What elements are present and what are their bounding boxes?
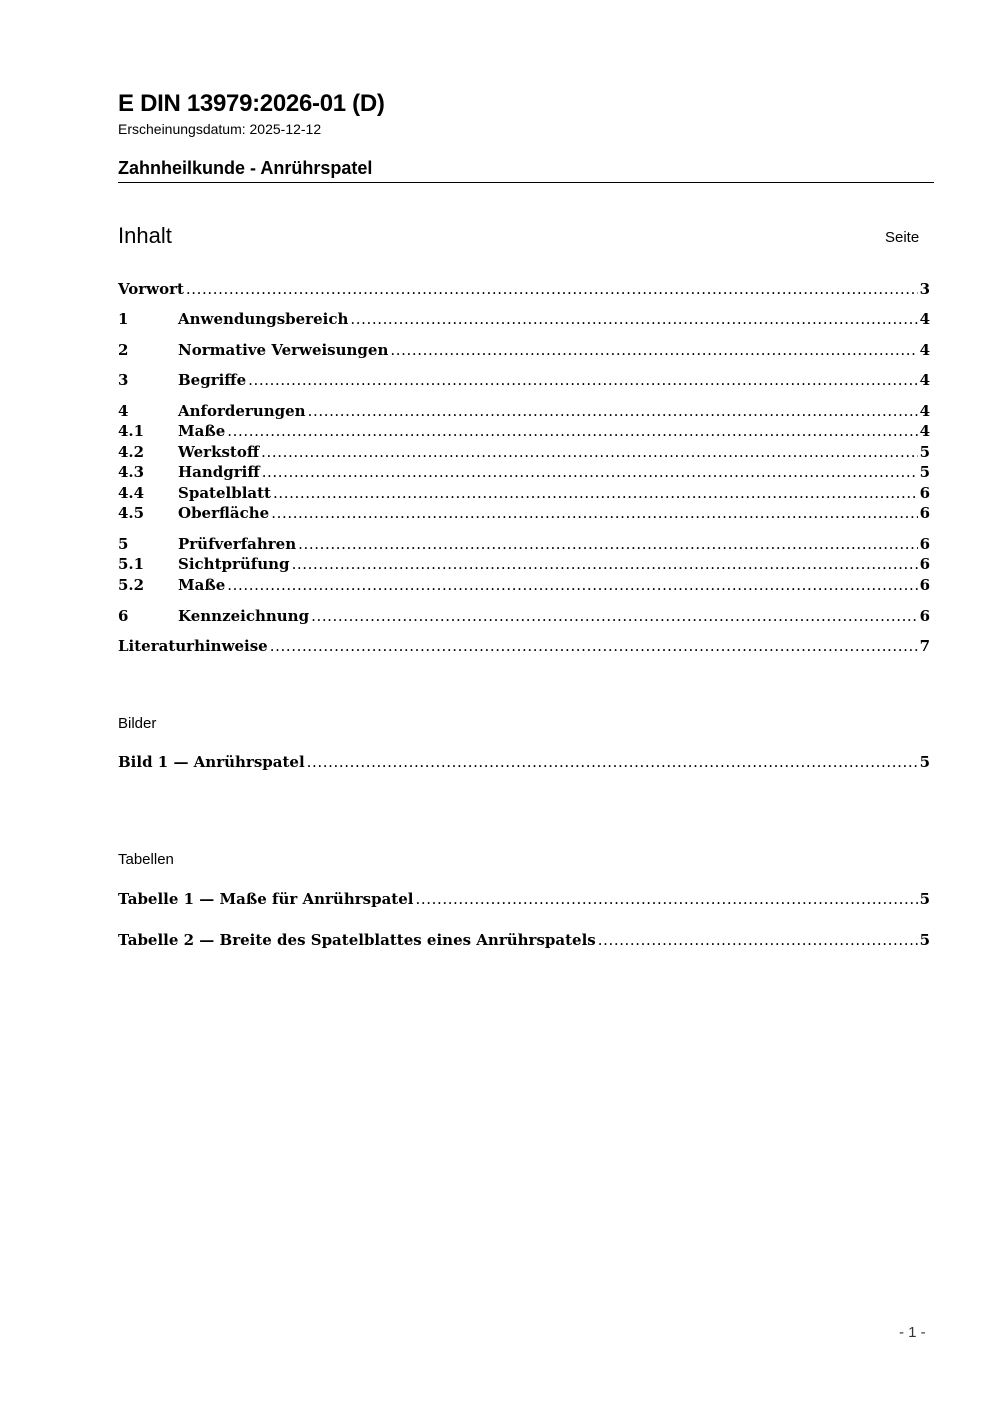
toc-entry[interactable] (118, 606, 930, 626)
dot-leader (311, 606, 917, 626)
toc-entry[interactable] (118, 370, 930, 390)
toc-entry-page: 3 (919, 280, 930, 298)
toc-entry-title: Kennzeichnung (178, 607, 310, 625)
toc-entry[interactable] (118, 636, 930, 656)
toc-entry-title: Werkstoff (178, 443, 260, 461)
table-entry[interactable] (118, 930, 930, 950)
table-entry-page: 5 (919, 890, 930, 908)
document-title: E DIN 13979:2026-01 (D) (118, 90, 385, 117)
table-entry[interactable] (118, 889, 930, 909)
dot-leader (227, 421, 917, 441)
toc-entry-page: 4 (919, 310, 930, 328)
toc-entry-title: Anforderungen (178, 402, 306, 420)
toc-entry-title: Handgriff (178, 463, 260, 481)
toc-entry-page: 6 (919, 535, 930, 553)
toc-entry-title: Vorwort (118, 280, 184, 298)
toc-entry[interactable] (118, 575, 930, 595)
dot-leader (298, 534, 917, 554)
dot-leader (186, 279, 918, 299)
figure-entry[interactable] (118, 752, 930, 772)
dot-leader (308, 401, 918, 421)
toc-entry[interactable] (118, 462, 930, 482)
tables-section-label: Tabellen (118, 851, 174, 868)
toc-entry-number: 5 (118, 535, 129, 553)
toc-entry-page: 6 (919, 555, 930, 573)
toc-entry-page: 6 (919, 607, 930, 625)
dot-leader (390, 340, 917, 360)
table-entry-page: 5 (919, 931, 930, 949)
table-entry-title: Tabelle 1 — Maße für Anrührspatel (118, 890, 414, 908)
dot-leader (262, 462, 918, 482)
page-column-label: Seite (885, 229, 920, 246)
toc-entry[interactable] (118, 309, 930, 329)
toc-entry-page: 4 (919, 422, 930, 440)
toc-entry-number: 6 (118, 607, 129, 625)
dot-leader (271, 503, 917, 523)
toc-entry[interactable] (118, 421, 930, 441)
toc-entry-page: 5 (919, 443, 930, 461)
toc-entry[interactable] (118, 442, 930, 462)
figure-entry-title: Bild 1 — Anrührspatel (118, 753, 305, 771)
dot-leader (415, 889, 917, 909)
toc-entry-number: 4.1 (118, 422, 145, 440)
toc-entry-number: 4.3 (118, 463, 145, 481)
toc-entry-page: 5 (919, 463, 930, 481)
toc-entry-title: Anwendungsbereich (178, 310, 349, 328)
toc-entry-title: Normative Verweisungen (178, 341, 389, 359)
toc-entry[interactable] (118, 279, 930, 299)
toc-entry-title: Oberfläche (178, 504, 270, 522)
dot-leader (227, 575, 917, 595)
dot-leader (292, 554, 918, 574)
figures-section-label: Bilder (118, 715, 157, 732)
toc-entry-number: 4.4 (118, 484, 145, 502)
dot-leader (350, 309, 917, 329)
toc-entry[interactable] (118, 554, 930, 574)
toc-entry-number: 1 (118, 310, 129, 328)
toc-entry-number: 5.2 (118, 576, 145, 594)
dot-leader (307, 752, 918, 772)
dot-leader (273, 483, 918, 503)
toc-entry[interactable] (118, 534, 930, 554)
toc-entry-page: 7 (919, 637, 930, 655)
toc-entry-title: Maße (178, 576, 226, 594)
figure-entry-page: 5 (919, 753, 930, 771)
publication-date: Erscheinungsdatum: 2025-12-12 (118, 121, 322, 137)
toc-entry[interactable] (118, 340, 930, 360)
toc-entry-page: 6 (919, 484, 930, 502)
dot-leader (598, 930, 918, 950)
toc-entry-page: 6 (919, 576, 930, 594)
dot-leader (261, 442, 917, 462)
toc-entry-page: 6 (919, 504, 930, 522)
toc-entry-title: Begriffe (178, 371, 247, 389)
toc-entry-page: 4 (919, 402, 930, 420)
toc-entry-page: 4 (919, 371, 930, 389)
toc-entry-number: 3 (118, 371, 129, 389)
toc-heading: Inhalt (118, 223, 172, 248)
toc-entry-number: 2 (118, 341, 129, 359)
toc-entry-title: Maße (178, 422, 226, 440)
toc-entry-title: Spatelblatt (178, 484, 271, 502)
toc-entry-page: 4 (919, 341, 930, 359)
toc-entry[interactable] (118, 401, 930, 421)
dot-leader (248, 370, 917, 390)
toc-entry-title: Prüfverfahren (178, 535, 297, 553)
title-underline (118, 182, 934, 183)
toc-entry-title: Sichtprüfung (178, 555, 290, 573)
table-entry-title: Tabelle 2 — Breite des Spatelblattes eines Anrührspatels (118, 931, 596, 949)
toc-entry-number: 4.2 (118, 443, 145, 461)
toc-entry[interactable] (118, 503, 930, 523)
toc-entry-number: 4 (118, 402, 129, 420)
dot-leader (270, 636, 918, 656)
toc-entry-title: Literaturhinweise (118, 637, 268, 655)
toc-entry-number: 5.1 (118, 555, 145, 573)
document-subject: Zahnheilkunde - Anrührspatel (118, 158, 373, 178)
page-number: - 1 - (899, 1324, 926, 1341)
toc-entry-number: 4.5 (118, 504, 145, 522)
toc-entry[interactable] (118, 483, 930, 503)
